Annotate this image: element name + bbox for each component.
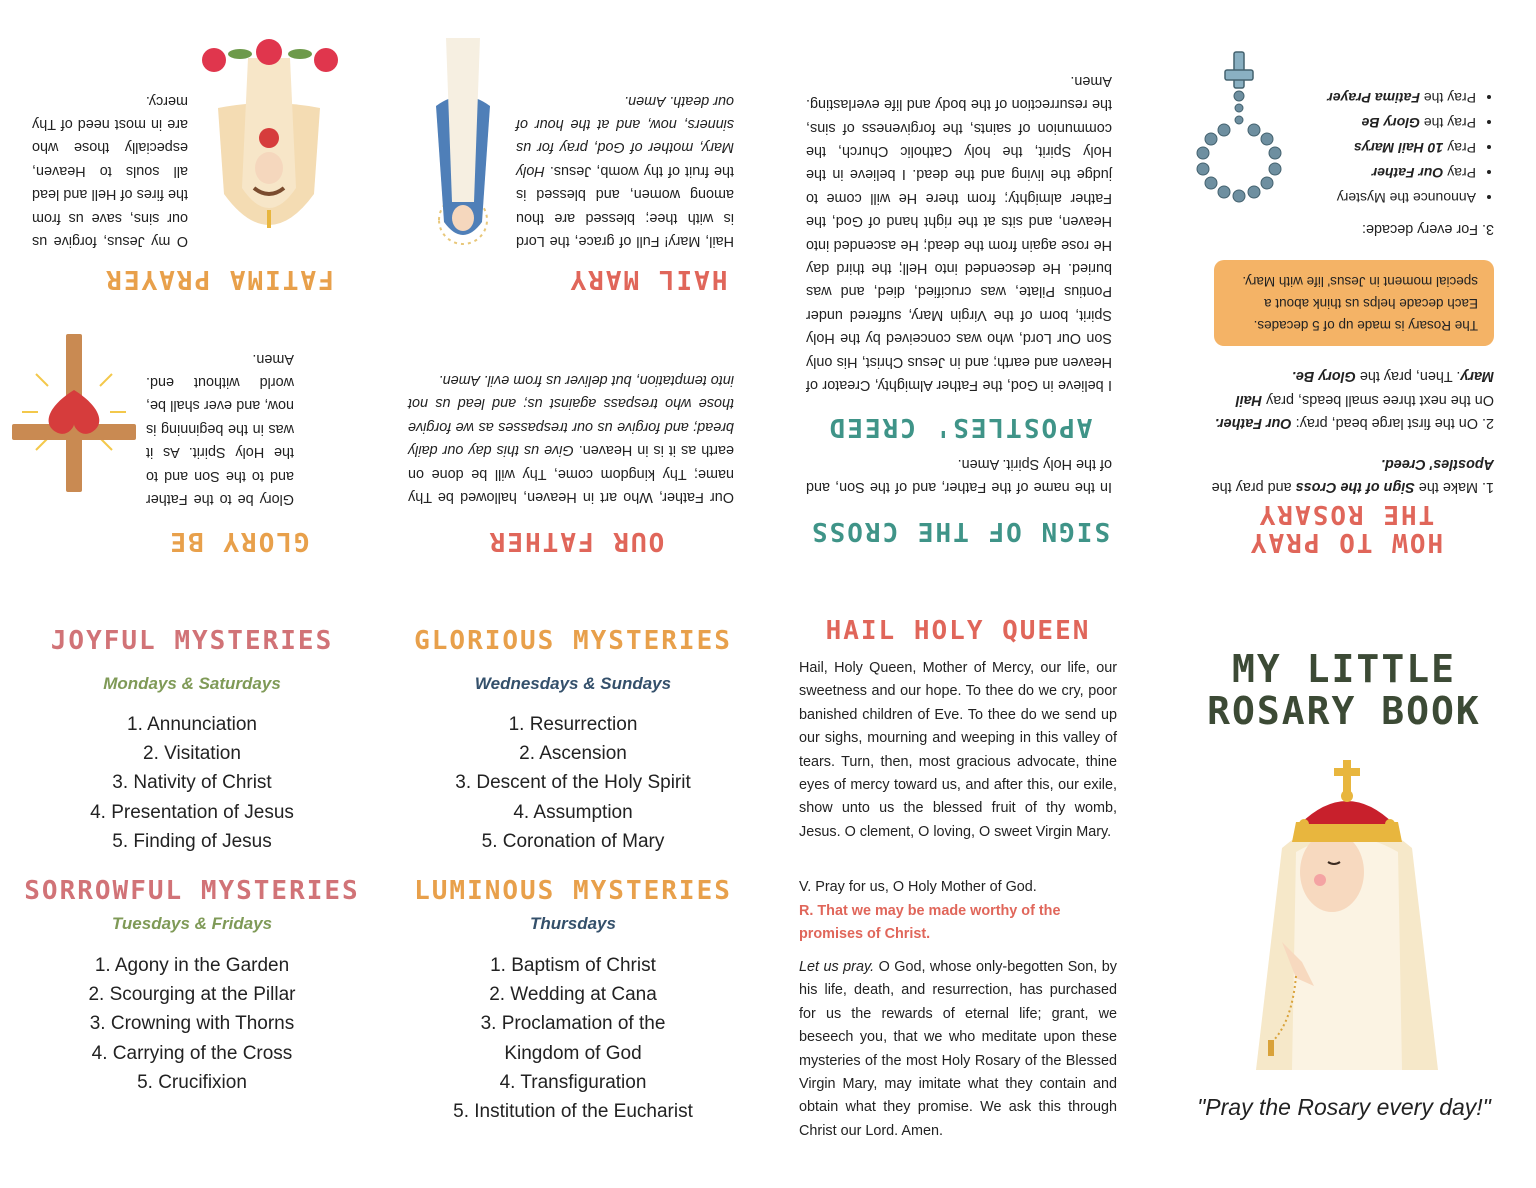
list-item: 4. Assumption xyxy=(513,801,633,823)
creed-panel xyxy=(768,0,1152,594)
mary-praying-icon xyxy=(1252,752,1442,1070)
cover-panel xyxy=(1152,594,1536,1188)
how-to-step3: 3. For every decade: xyxy=(1362,221,1494,237)
cover-title: MY LITTLE ROSARY BOOK xyxy=(1207,647,1481,733)
hail-holy-queen-title: HAIL HOLY QUEEN xyxy=(825,616,1091,646)
sign-of-cross-title: SIGN OF THE CROSS xyxy=(809,516,1111,546)
list-item: 1. Baptism of Christ xyxy=(490,955,656,976)
list-item: 1. Resurrection xyxy=(508,714,638,735)
list-item: 5. Crucifixion xyxy=(137,1071,247,1093)
luminous-days: Thursdays xyxy=(530,914,616,933)
list-item: 2. Scourging at the Pillar xyxy=(88,984,296,1006)
joyful-title: JOYFUL MYSTERIES xyxy=(50,626,334,656)
sorrowful-list xyxy=(10,951,374,1097)
how-to-panel xyxy=(1152,0,1536,594)
rosary-beads-icon xyxy=(1194,38,1284,208)
hail-mary-title: HAIL MARY xyxy=(568,264,728,294)
how-to-bullets xyxy=(1294,85,1494,210)
fatima-body: O my Jesus, forgive us our sins, save us from the fires of Hell and lead all souls to Heaven, especially those who are in most need of Thy mercy. xyxy=(32,92,188,249)
list-item: 5. Institution of the Eucharist xyxy=(453,1101,693,1123)
glorious-luminous-panel xyxy=(384,594,768,1188)
sacred-heart-figure-icon xyxy=(194,36,344,248)
glorious-days: Wednesdays & Sundays xyxy=(474,674,672,693)
cross-heart-icon xyxy=(8,328,140,498)
sorrowful-title: SORROWFUL MYSTERIES xyxy=(24,876,360,906)
our-father-title: OUR FATHER xyxy=(487,526,665,556)
glorious-list xyxy=(384,710,762,856)
bullet-item: • Pray 10 Hail Marys xyxy=(1294,135,1476,160)
joyful-list xyxy=(10,710,374,856)
bullet-item: • Pray the Glory Be xyxy=(1294,110,1476,135)
fatima-title: FATIMA PRAYER xyxy=(104,264,334,294)
sign-of-cross-body: In the name of the Father, and of the Son, and of the Holy Spirit. Amen. xyxy=(806,455,1112,495)
list-item: Kingdom of God xyxy=(504,1042,642,1064)
joyful-days: Mondays & Saturdays xyxy=(103,674,281,693)
how-to-step1: 1. Make the Sign of the Cross and pray the Apostles' Creed. xyxy=(1211,455,1494,495)
glory-fatima-panel xyxy=(0,0,384,594)
apostles-creed-body: I believe in God, the Father Almighty, Creator of Heaven and earth; and in Jesus Christ, His only Son Our Lord, who was conceived by the Holy Spirit, born of the Virgin Mary, suffered under Pontius Pilate, was crucified, died, and was buried. He descended into Hell; the third day He rose again from the dead; He ascended into Heaven, and sits at the right hand of God, the Father almighty; from there He will come to judge the living and the dead. I believe in the Holy Spirit, the holy Catholic Church, the communion of saints, the forgiveness of sins, the resurrection of the body and life everlasting. Amen. xyxy=(806,72,1112,393)
list-item: 3. Descent of the Holy Spirit xyxy=(455,772,691,794)
apostles-creed-title: APOSTLES' CREED xyxy=(827,412,1093,442)
response: R. That we may be made worthy of the promises of Christ. xyxy=(799,903,1061,943)
list-item: 5. Finding of Jesus xyxy=(112,830,272,852)
list-item: 5. Coronation of Mary xyxy=(481,830,665,852)
hail-holy-queen-panel xyxy=(768,594,1152,1188)
mary-figure-icon xyxy=(418,34,508,246)
bullet-item: • Pray Our Father xyxy=(1294,160,1476,185)
bullet-item: • Announce the Mystery xyxy=(1294,185,1476,210)
hail-mary-body: Hail, Mary! Full of grace, the Lord is with thee; blessed are thou among women, and blessed is the fruit of thy womb, Jesus. Holy Mary, mother of God, pray for us sinners, now, and at the hour of our death. Amen. xyxy=(516,92,734,249)
our-father-panel xyxy=(384,0,768,594)
sorrowful-days: Tuesdays & Fridays xyxy=(111,914,273,933)
how-to-title: HOW TO PRAY THE ROSARY xyxy=(1248,499,1444,557)
list-item: 2. Ascension xyxy=(519,743,627,765)
list-item: 4. Carrying of the Cross xyxy=(91,1042,293,1064)
list-item: 3. Crowning with Thorns xyxy=(89,1013,295,1035)
hail-holy-queen-body: Hail, Holy Queen, Mother of Mercy, our life, our sweetness and our hope. To thee do we cry, poor banished children of Eve. To thee do we send up our sighs, mourning and weeping in this valley of tears. Turn, then, most gracious advocate, thine eyes of mercy toward us, and after this, our exile, show unto us the blessed fruit of thy womb, Jesus. O clement, O loving, O sweet Virgin Mary. xyxy=(799,660,1117,840)
versicle: V. Pray for us, O Holy Mother of God. xyxy=(799,879,1037,895)
list-item: 3. Nativity of Christ xyxy=(112,772,272,794)
our-father-body: Our Father, Who art in Heaven, hallowed be Thy name; Thy kingdom come, Thy will be done on earth as it is in Heaven. Give us this day our daily bread; and forgive us our trespasses as we forgive those who trespass against us; and lead us not into temptation, but deliver us from evil. Amen. xyxy=(408,371,734,505)
list-item: 3. Proclamation of the xyxy=(480,1013,666,1035)
glory-be-body: Glory be to the Father and to the Son and to the Holy Spirit. As it was in the beginning is now, and ever shall be, world without end. Amen. xyxy=(146,350,294,507)
luminous-list xyxy=(384,951,762,1126)
glory-be-title: GLORY BE xyxy=(168,526,310,556)
cover-quote: "Pray the Rosary every day!" xyxy=(1197,1094,1491,1120)
closing-prayer: Let us pray. O God, whose only-begotten Son, by his life, death, and resurrection, has purchased for us the rewards of eternal life; grant, we beseech you, that we who meditate upon these mysteries of the most Holy Rosary of the Blessed Virgin Mary, may imitate what they contain and obtain what they promise. We ask this through Christ our Lord. Amen. xyxy=(799,959,1117,1139)
list-item: 1. Annunciation xyxy=(127,714,257,735)
how-to-step2: 2. On the first large bead, pray: Our Father. On the next three small beads, pray Hail Mary. Then, pray the Glory Be. xyxy=(1214,368,1494,431)
bullet-item: • Pray the Fatima Prayer xyxy=(1294,85,1476,110)
list-item: 2. Visitation xyxy=(143,743,241,765)
list-item: 4. Presentation of Jesus xyxy=(90,801,294,823)
list-item: 4. Transfiguration xyxy=(499,1071,647,1093)
list-item: 2. Wedding at Cana xyxy=(489,984,657,1006)
list-item: 1. Agony in the Garden xyxy=(94,955,290,976)
joyful-sorrowful-panel xyxy=(0,594,384,1188)
how-to-callout: The Rosary is made up of 5 decades. Each decade helps us think about a special moment in Jesus' life with Mary. xyxy=(1214,260,1494,346)
luminous-title: LUMINOUS MYSTERIES xyxy=(414,876,732,906)
bottom-half xyxy=(0,594,1536,1188)
glorious-title: GLORIOUS MYSTERIES xyxy=(414,626,732,656)
